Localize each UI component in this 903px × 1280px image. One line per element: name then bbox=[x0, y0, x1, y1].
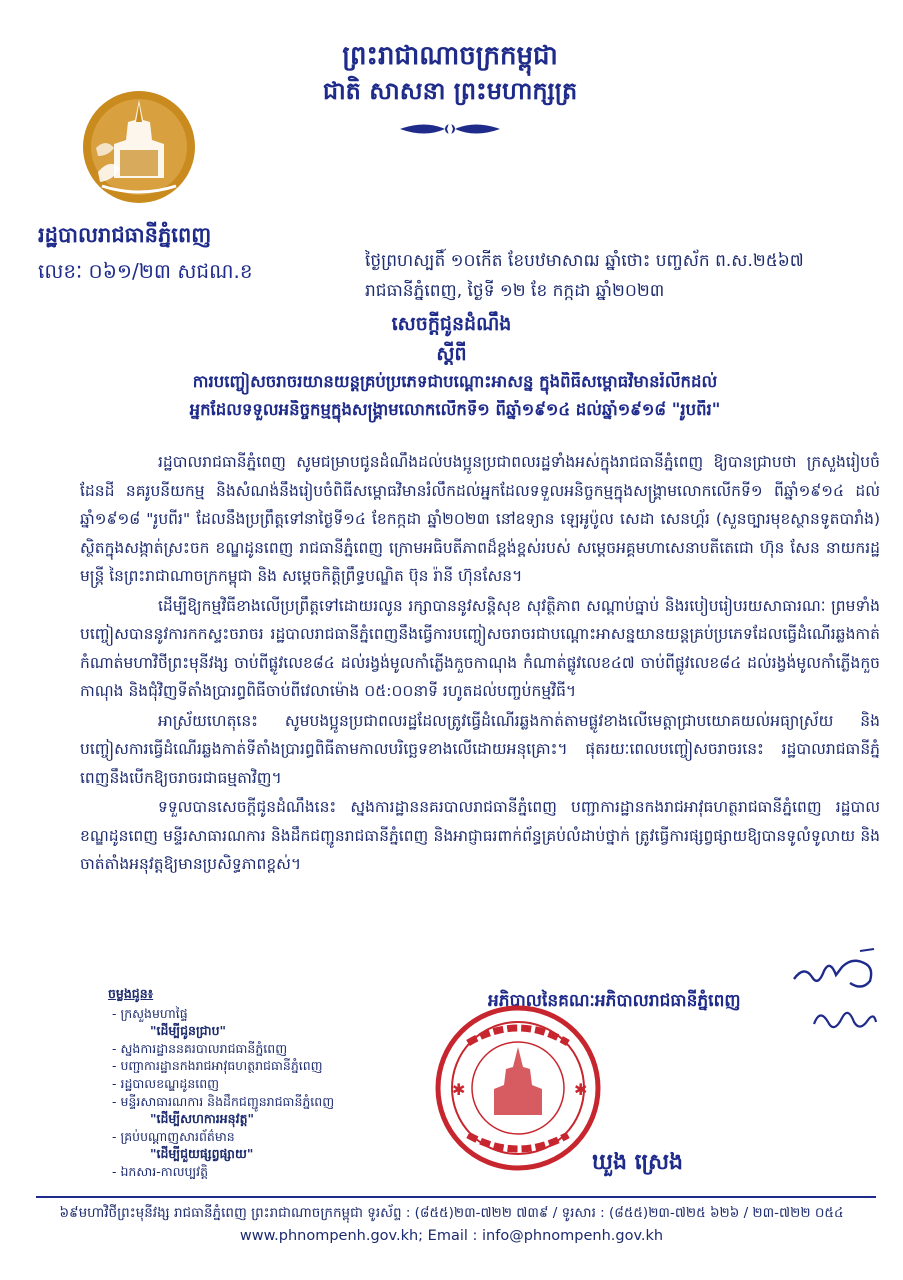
body-paragraph-1: រដ្ឋបាលរាជធានីភ្នំពេញ សូមជម្រាបជូនដំណឹងដល់បងប្អូនប្រជាពលរដ្ឋទាំងអស់ក្នុងរាជធានីភ្នំពេញ ឱ្យបានជ្រាបថា ក្រសួងរៀបចំដែនដី នគរូបនីយកម្ម និងសំណង់នឹងរៀបចំពិធីសម្ពោធវិមានរំលឹកដល់អ្នកដែលទទួលអនិច្ចកម្មក្នុងសង្គ្រាមលោកលើកទី១ ពីឆ្នាំ១៩១៤ ដល់ឆ្នាំ១៩១៨ "រូបពីរ" ដែលនឹងប្រព្រឹត្តទៅនាថ្ងៃទី១៤ ខែកក្កដា ឆ្នាំ២០២៣ នៅឧទ្យាន ឡេអូប៉ូល សេដា សេនហ្គ័រ (សួនច្បារមុខស្ថានទូតបារាំង) ស្ថិតក្នុងសង្កាត់ស្រះចក ខណ្ឌដូនពេញ រាជធានីភ្នំពេញ ក្រោមអធិបតីភាពដ៏ខ្ពង់ខ្ពស់របស់ សម្ដេចអគ្គមហាសេនាបតីតេជោ ហ៊ុន សែន នាយករដ្ឋមន្ត្រី នៃព្រះរាជាណាចក្រកម្ពុជា និង សម្ដេចកិត្តិព្រឹទ្ធបណ្ឌិត ប៊ុន រ៉ានី ហ៊ុនសែន។ bbox=[80, 453, 880, 585]
national-motto: ជាតិ សាសនា ព្រះមហាក្សត្រ bbox=[322, 77, 578, 105]
handwritten-initials-icon bbox=[790, 945, 880, 995]
cc-note: "ដើម្បីជួយផ្សព្វផ្សាយ" bbox=[150, 1146, 254, 1162]
official-stamp-icon bbox=[428, 1003, 608, 1173]
cc-heading: ចម្លងជូន៖ bbox=[108, 986, 154, 1001]
issuer-name: រដ្ឋបាលរាជធានីភ្នំពេញ bbox=[38, 223, 212, 247]
footer-web-email: www.phnompenh.gov.kh; Email : info@phnompenh.gov.kh bbox=[239, 1228, 664, 1244]
document-body bbox=[80, 448, 880, 879]
cc-item: - គ្រប់បណ្ដាញសារព័ត៌មាន bbox=[112, 1128, 235, 1144]
signer-title: អភិបាលនៃគណៈអភិបាលរាជធានីភ្នំពេញ bbox=[488, 991, 741, 1011]
cc-item: - ក្រសួងមហាផ្ទៃ bbox=[112, 1005, 188, 1021]
subject-line-1: ការបញ្ចៀសចរាចរយានយន្តគ្រប់ប្រភេទជាបណ្ដោះអាសន្ន ក្នុងពិធីសម្ពោធវិមានរំលឹកដល់ bbox=[192, 372, 718, 391]
kingdom-title: ព្រះរាជាណាចក្រកម្ពុជា bbox=[342, 41, 558, 71]
body-paragraph-3: អាស្រ័យហេតុនេះ សូមបងប្អូនប្រជាពលរដ្ឋដែលត្រូវធ្វើដំណើរឆ្លងកាត់តាមផ្លូវខាងលើមេត្តាជ្រាបយោគយល់អធ្យាស្រ័យ និងបញ្ចៀសការធ្វើដំណើរឆ្លងកាត់ទីតាំងប្រារព្ធពិធីតាមកាលបរិច្ឆេទខាងលើដោយអនុគ្រោះ។ ផុតរយៈពេលបញ្ចៀសចរាចរនេះ រដ្ឋបាលរាជធានីភ្នំពេញនឹងបើកឱ្យចរាចរជាធម្មតាវិញ។ bbox=[80, 711, 880, 787]
reference-number: លេខៈ ០៦១/២៣ សជណ.ខ bbox=[38, 259, 253, 283]
subject-line-2: អ្នកដែលទទួលអនិច្ចកម្មក្នុងសង្គ្រាមលោកលើកទី១ ពីឆ្នាំ១៩១៤ ដល់ឆ្នាំ១៩១៨ "រូបពីរ" bbox=[189, 400, 721, 419]
ornament-divider-icon bbox=[395, 118, 505, 140]
svg-text:✱: ✱ bbox=[452, 1080, 466, 1099]
handwritten-signature-icon bbox=[810, 1000, 880, 1040]
document-title: សេចក្ដីជូនដំណឹង bbox=[391, 313, 512, 335]
cc-list bbox=[108, 985, 334, 1181]
document-about: ស្ដីពី bbox=[436, 343, 467, 365]
cc-item: - ឯកសារ-កាលប្បវត្តិ bbox=[112, 1163, 209, 1179]
cc-item: - រដ្ឋបាលខណ្ឌដូនពេញ bbox=[112, 1075, 220, 1091]
solar-date: រាជធានីភ្នំពេញ, ថ្ងៃទី ១២ ខែ កក្កដា ឆ្នាំ២០២៣ bbox=[365, 281, 665, 301]
cc-note: "ដើម្បីសហការអនុវត្ត" bbox=[150, 1111, 255, 1127]
signer-name: ឃួង ស្រេង bbox=[592, 1150, 684, 1175]
lunar-date: ថ្ងៃព្រហស្បតិ៍ ១០កើត ខែបឋមាសាឍ ឆ្នាំថោះ បញ្ចស័ក ព.ស.២៥៦៧ bbox=[365, 251, 804, 271]
cc-note: "ដើម្បីជូនជ្រាប" bbox=[150, 1023, 227, 1039]
svg-text:✱: ✱ bbox=[574, 1080, 588, 1099]
body-paragraph-2: ដើម្បីឱ្យកម្មវិធីខាងលើប្រព្រឹត្តទៅដោយរលូន រក្សាបាននូវសន្តិសុខ សុវត្ថិភាព សណ្ដាប់ធ្នាប់ និងរបៀបរៀបរយសាធារណៈ ព្រមទាំងបញ្ចៀសបាននូវការកកស្ទះចរាចរ រដ្ឋបាលរាជធានីភ្នំពេញនឹងធ្វើការបញ្ចៀសចរាចរជាបណ្ដោះអាសន្នយានយន្តគ្រប់ប្រភេទដែលធ្វើដំណើរឆ្លងកាត់កំណាត់មហាវិថីព្រះមុនីវង្ស ចាប់ពីផ្លូវលេខ៨៤ ដល់រង្វង់មូលកាំភ្លើងកួចកាណុង កំណាត់ផ្លូវលេខ៤៧ ចាប់ពីផ្លូវលេខ៨៤ ដល់រង្វង់មូលកាំភ្លើងកួចកាណុង និងជុំវិញទីតាំងប្រារព្ធពិធីចាប់ពីវេលាម៉ោង ០៥:០០នាទី រហូតដល់បញ្ចប់កម្មវិធី។ bbox=[80, 596, 880, 700]
kingdom-header bbox=[250, 38, 650, 108]
body-paragraph-4: ទទួលបានសេចក្ដីជូនដំណឹងនេះ ស្នងការដ្ឋាននគរបាលរាជធានីភ្នំពេញ បញ្ជាការដ្ឋានកងរាជអាវុធហត្ថរាជធានីភ្នំពេញ រដ្ឋបាលខណ្ឌដូនពេញ មន្ទីរសាធារណការ និងដឹកជញ្ជូនរាជធានីភ្នំពេញ និងអាជ្ញាធរពាក់ព័ន្ធគ្រប់លំដាប់ថ្នាក់ ត្រូវធ្វើការផ្សព្វផ្សាយឱ្យបានទូលំទូលាយ និងចាត់តាំងអនុវត្តឱ្យមានប្រសិទ្ធភាពខ្ពស់។ bbox=[80, 798, 880, 873]
footer-divider bbox=[36, 1196, 876, 1198]
footer-address: ៦៩មហាវិថីព្រះមុនីវង្ស រាជធានីភ្នំពេញ ព្រះរាជាណាចក្រកម្ពុជា ទូរស័ព្ទ : (៨៥៥)២៣-៧២២ ៧៣៩ / ទូរសារ : (៨៥៥)២៣-៧២៥ ៦២៦ / ២៣-៧២២ ០៥៤ bbox=[59, 1205, 844, 1221]
municipal-seal-logo bbox=[80, 88, 198, 206]
cc-item: - ស្នងការដ្ឋាននគរបាលរាជធានីភ្នំពេញ bbox=[112, 1040, 288, 1056]
cc-item: - មន្ទីរសាធារណការ និងដឹកជញ្ជូនរាជធានីភ្នំពេញ bbox=[112, 1093, 335, 1109]
cc-item: - បញ្ជាការដ្ឋានកងរាជអាវុធហត្ថរាជធានីភ្នំពេញ bbox=[112, 1058, 323, 1074]
